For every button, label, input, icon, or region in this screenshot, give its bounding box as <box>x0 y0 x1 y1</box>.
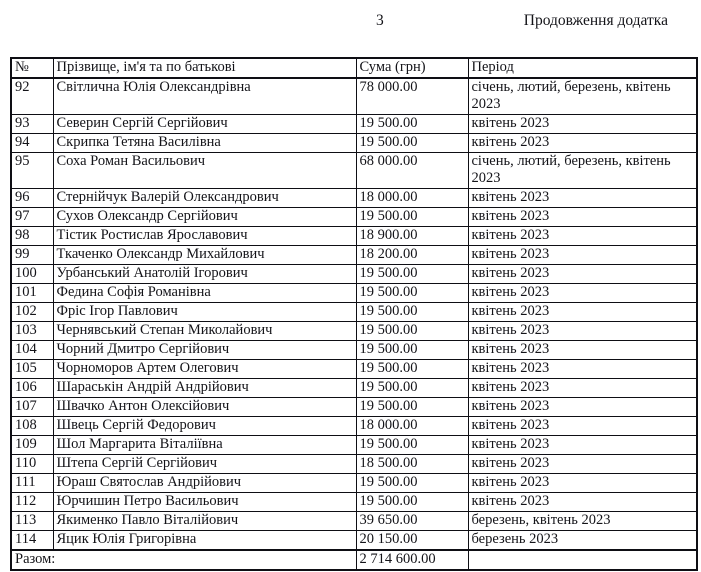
cell-amount: 39 650.00 <box>356 512 468 531</box>
cell-name: Чернявський Степан Миколайович <box>53 322 356 341</box>
cell-num: 96 <box>11 189 53 208</box>
total-period <box>468 550 697 570</box>
table-body <box>11 78 697 550</box>
cell-amount: 18 000.00 <box>356 189 468 208</box>
table-row <box>11 284 697 303</box>
total-amount: 2 714 600.00 <box>356 550 468 570</box>
cell-num: 105 <box>11 360 53 379</box>
cell-period: квітень 2023 <box>468 398 697 417</box>
cell-period: березень 2023 <box>468 531 697 551</box>
cell-period: квітень 2023 <box>468 246 697 265</box>
header-amount: Сума (грн) <box>356 58 468 78</box>
cell-amount: 19 500.00 <box>356 134 468 153</box>
table-row <box>11 360 697 379</box>
header-name: Прізвище, ім'я та по батькові <box>53 58 356 78</box>
cell-period: квітень 2023 <box>468 208 697 227</box>
cell-amount: 19 500.00 <box>356 303 468 322</box>
cell-name: Федина Софія Романівна <box>53 284 356 303</box>
cell-amount: 19 500.00 <box>356 284 468 303</box>
table-footer <box>11 550 697 570</box>
cell-period: квітень 2023 <box>468 115 697 134</box>
cell-period: квітень 2023 <box>468 341 697 360</box>
cell-name: Швець Сергій Федорович <box>53 417 356 436</box>
table-row <box>11 341 697 360</box>
page-header <box>0 12 701 32</box>
cell-period: квітень 2023 <box>468 493 697 512</box>
cell-period: квітень 2023 <box>468 379 697 398</box>
table-row <box>11 379 697 398</box>
cell-num: 106 <box>11 379 53 398</box>
table-row <box>11 246 697 265</box>
cell-num: 103 <box>11 322 53 341</box>
cell-period: січень, лютий, березень, квітень 2023 <box>468 153 697 189</box>
cell-num: 111 <box>11 474 53 493</box>
cell-num: 98 <box>11 227 53 246</box>
cell-num: 97 <box>11 208 53 227</box>
cell-amount: 19 500.00 <box>356 341 468 360</box>
cell-num: 110 <box>11 455 53 474</box>
cell-name: Світлична Юлія Олександрівна <box>53 78 356 115</box>
table-row <box>11 493 697 512</box>
cell-num: 113 <box>11 512 53 531</box>
cell-amount: 19 500.00 <box>356 436 468 455</box>
cell-period: березень, квітень 2023 <box>468 512 697 531</box>
cell-num: 109 <box>11 436 53 455</box>
table-row <box>11 134 697 153</box>
cell-name: Фріс Ігор Павлович <box>53 303 356 322</box>
cell-amount: 18 900.00 <box>356 227 468 246</box>
table-row <box>11 322 697 341</box>
cell-num: 108 <box>11 417 53 436</box>
table-row <box>11 189 697 208</box>
cell-num: 104 <box>11 341 53 360</box>
table-row <box>11 303 697 322</box>
cell-period: квітень 2023 <box>468 189 697 208</box>
cell-num: 92 <box>11 78 53 115</box>
table-row <box>11 455 697 474</box>
cell-amount: 19 500.00 <box>356 360 468 379</box>
cell-amount: 68 000.00 <box>356 153 468 189</box>
total-label: Разом: <box>11 550 356 570</box>
cell-amount: 19 500.00 <box>356 398 468 417</box>
cell-num: 94 <box>11 134 53 153</box>
cell-name: Урбанський Анатолій Ігорович <box>53 265 356 284</box>
cell-name: Якименко Павло Віталійович <box>53 512 356 531</box>
cell-amount: 78 000.00 <box>356 78 468 115</box>
cell-amount: 19 500.00 <box>356 208 468 227</box>
cell-name: Сухов Олександр Сергійович <box>53 208 356 227</box>
cell-num: 101 <box>11 284 53 303</box>
cell-amount: 19 500.00 <box>356 265 468 284</box>
cell-num: 102 <box>11 303 53 322</box>
table-header <box>11 58 697 78</box>
cell-name: Северин Сергій Сергійович <box>53 115 356 134</box>
cell-name: Скрипка Тетяна Василівна <box>53 134 356 153</box>
header-row <box>11 58 697 78</box>
cell-name: Чорний Дмитро Сергійович <box>53 341 356 360</box>
cell-num: 114 <box>11 531 53 551</box>
cell-period: квітень 2023 <box>468 417 697 436</box>
cell-period: квітень 2023 <box>468 360 697 379</box>
table-row <box>11 78 697 115</box>
cell-name: Соха Роман Васильович <box>53 153 356 189</box>
cell-period: квітень 2023 <box>468 474 697 493</box>
table-row <box>11 208 697 227</box>
cell-name: Штепа Сергій Сергійович <box>53 455 356 474</box>
cell-name: Тістик Ростислав Ярославович <box>53 227 356 246</box>
table-row <box>11 531 697 551</box>
page-number: 3 <box>376 12 384 29</box>
table-row <box>11 265 697 284</box>
cell-name: Ткаченко Олександр Михайлович <box>53 246 356 265</box>
cell-amount: 19 500.00 <box>356 379 468 398</box>
cell-name: Стернійчук Валерій Олександрович <box>53 189 356 208</box>
table-row <box>11 153 697 189</box>
cell-name: Юрчишин Петро Васильович <box>53 493 356 512</box>
cell-period: квітень 2023 <box>468 303 697 322</box>
cell-amount: 18 200.00 <box>356 246 468 265</box>
table-row <box>11 436 697 455</box>
cell-period: січень, лютий, березень, квітень 2023 <box>468 78 697 115</box>
table-row <box>11 512 697 531</box>
header-num: № <box>11 58 53 78</box>
cell-period: квітень 2023 <box>468 322 697 341</box>
payments-table <box>10 57 698 571</box>
cell-name: Чорноморов Артем Олегович <box>53 360 356 379</box>
cell-name: Яцик Юлія Григорівна <box>53 531 356 551</box>
header-period: Період <box>468 58 697 78</box>
cell-period: квітень 2023 <box>468 265 697 284</box>
cell-amount: 19 500.00 <box>356 474 468 493</box>
table-row <box>11 474 697 493</box>
cell-num: 95 <box>11 153 53 189</box>
table-row <box>11 398 697 417</box>
cell-amount: 18 500.00 <box>356 455 468 474</box>
cell-name: Шол Маргарита Віталіївна <box>53 436 356 455</box>
continuation-label: Продовження додатка <box>523 12 668 29</box>
cell-amount: 19 500.00 <box>356 115 468 134</box>
cell-period: квітень 2023 <box>468 436 697 455</box>
cell-period: квітень 2023 <box>468 227 697 246</box>
cell-num: 99 <box>11 246 53 265</box>
cell-name: Шараськін Андрій Андрійович <box>53 379 356 398</box>
cell-name: Швачко Антон Олексійович <box>53 398 356 417</box>
cell-amount: 20 150.00 <box>356 531 468 551</box>
cell-name: Юраш Святослав Андрійович <box>53 474 356 493</box>
cell-amount: 19 500.00 <box>356 493 468 512</box>
cell-amount: 18 000.00 <box>356 417 468 436</box>
cell-num: 100 <box>11 265 53 284</box>
cell-amount: 19 500.00 <box>356 322 468 341</box>
cell-num: 93 <box>11 115 53 134</box>
cell-num: 107 <box>11 398 53 417</box>
total-row <box>11 550 697 570</box>
cell-period: квітень 2023 <box>468 134 697 153</box>
cell-period: квітень 2023 <box>468 455 697 474</box>
table-row <box>11 115 697 134</box>
cell-period: квітень 2023 <box>468 284 697 303</box>
cell-num: 112 <box>11 493 53 512</box>
table-row <box>11 227 697 246</box>
table-row <box>11 417 697 436</box>
